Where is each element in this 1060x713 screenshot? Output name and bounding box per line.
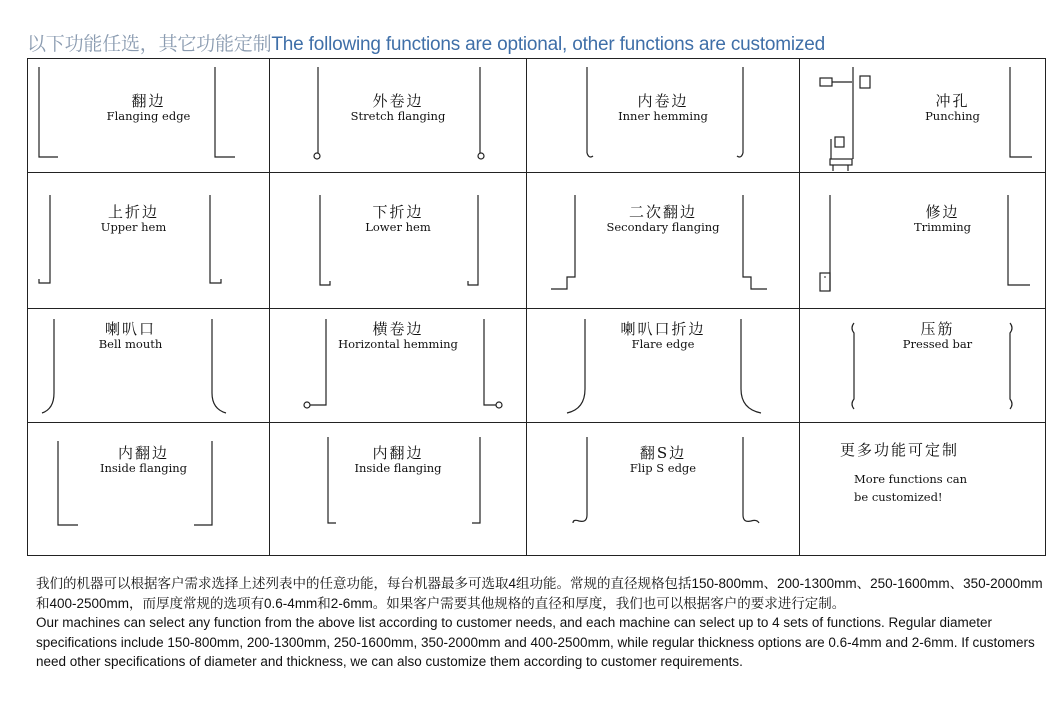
- lower-hem-diagram: [270, 173, 527, 309]
- cell-label: 二次翻边 Secondary flanging: [606, 203, 720, 234]
- cell-label: 上折边 Upper hem: [100, 203, 167, 234]
- inside-flanging-diagram: [270, 423, 527, 555]
- cell-secondary-flanging: [527, 173, 800, 309]
- more-functions-note: 更多功能可定制 More functions can be customized!: [840, 441, 968, 504]
- heading-zh: 以下功能任选，其它功能定制: [27, 34, 272, 55]
- cell-label: 翻S边 Flip S edge: [629, 444, 697, 475]
- trimming-diagram: [800, 173, 1045, 309]
- cell-label: 下折边 Lower hem: [365, 203, 431, 234]
- cell-punching: [800, 59, 1045, 173]
- function-table: [27, 58, 1046, 556]
- notes-zh: 我们的机器可以根据客户需求选择上述列表中的任意功能，每台机器最多可选取4组功能。常规的直径规格包括150-800mm、200-1300mm、250-1600mm、350-2000mm和400-2500mm，而厚度常规的选项有0.6-4mm和2-6mm。如果客户需要其他规格的直径和厚度，我们也可以根据客户的要求进行定制。: [36, 576, 1043, 611]
- cell-horizontal-hemming: [270, 309, 527, 423]
- cell-pressed-bar: [800, 309, 1045, 423]
- cell-stretch-flanging: [270, 59, 527, 173]
- cell-label: 内翻边 Inside flanging: [99, 444, 188, 475]
- cell-inside-flanging-1: [28, 423, 270, 555]
- cell-label: 修边 Trimming: [913, 203, 972, 234]
- cell-flip-s-edge: [527, 423, 800, 555]
- cell-lower-hem: [270, 173, 527, 309]
- cell-inside-flanging-2: [270, 423, 527, 555]
- cell-flanging-edge: [28, 59, 270, 173]
- cell-label: 外卷边 Stretch flanging: [350, 92, 446, 123]
- cell-label: 内卷边 Inner hemming: [618, 92, 708, 123]
- cell-label: 横卷边 Horizontal hemming: [338, 320, 458, 351]
- cell-label: 喇叭口 Bell mouth: [98, 320, 163, 351]
- cell-more-functions: [800, 423, 1045, 555]
- heading-en: The following functions are optional, other functions are customized: [271, 34, 825, 55]
- cell-trimming: [800, 173, 1045, 309]
- flip-s-edge-diagram: [527, 423, 800, 555]
- page-heading: [27, 29, 825, 56]
- cell-bell-mouth: [28, 309, 270, 423]
- inside-flanging-diagram: [28, 423, 270, 555]
- cell-label: 喇叭口折边 Flare edge: [620, 320, 706, 351]
- cell-inner-hemming: [527, 59, 800, 173]
- cell-label: 翻边 Flanging edge: [106, 92, 191, 123]
- upper-hem-diagram: [28, 173, 270, 309]
- cell-flare-edge: [527, 309, 800, 423]
- cell-upper-hem: [28, 173, 270, 309]
- notes-en: Our machines can select any function from the above list according to customer needs, and each machine can select up to 4 sets of functions. Regular diameter specifications include 150-800mm, 200-1300mm, 250-1600mm, 350-2000mm and 400-2500mm, while regular thickness options are 0.6-4mm and 2-6mm. If customers need other specifications of diameter and thickness, we can also customize them according to customer requirements.: [36, 615, 1035, 669]
- cell-label: 内翻边 Inside flanging: [354, 444, 442, 475]
- cell-label: 冲孔 Punching: [925, 92, 980, 123]
- secondary-flanging-diagram: [527, 173, 800, 309]
- description-notes: [36, 574, 1046, 672]
- cell-label: 压筋 Pressed bar: [902, 320, 973, 351]
